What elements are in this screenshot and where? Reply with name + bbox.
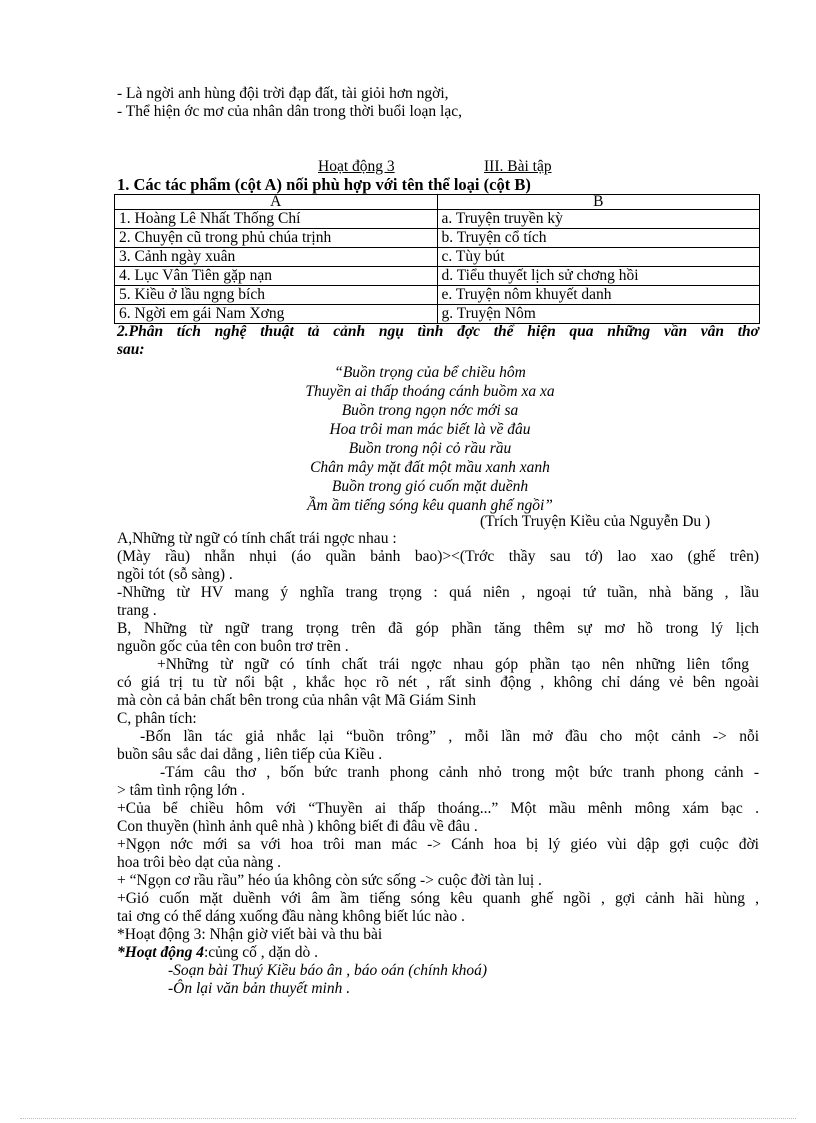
exercise-section-heading: III. Bài tập (484, 158, 552, 175)
body-line: (Mày rầu) nhẵn nhụi (áo quần bảnh bao)><(Trớc thầy sau tớ) lao xao (ghế trên) (117, 548, 759, 565)
body-line: -Những từ HV mang ý nghĩa trang trọng : quá niên , ngoại tứ tuần, nhà băng , lầu (117, 584, 759, 601)
column-a-header: A (115, 195, 438, 210)
genre-name: a. Truyện truyền kỳ (437, 210, 760, 229)
column-b-header: B (437, 195, 760, 210)
page-bottom-border (20, 1118, 796, 1119)
poem-line: Buồn trong ngọn nớc mới sa (341, 402, 519, 419)
body-line: +Gió cuốn mặt duềnh với âm ầm tiếng sóng kêu quanh ghế ngồi , gợi cảnh hãi hùng , (117, 890, 759, 907)
body-line: +Ngọn nớc mới sa với hoa trôi man mác -> Cánh hoa bị lý giéo vùi dập gợi cuộc đời (117, 836, 759, 853)
table-row (115, 267, 760, 286)
body-line: B, Những từ ngữ trang trọng trên đã góp phần tăng thêm sự mơ hồ trong lý lịch (117, 620, 759, 637)
table-row (115, 229, 760, 248)
exercise2-title-line-2: sau: (117, 341, 145, 358)
body-line: nguồn gốc của tên con buôn trơ trẽn . (117, 638, 349, 655)
table-row (115, 286, 760, 305)
exercise1-title: 1. Các tác phẩm (cột A) nối phù hợp với tên thể loại (cột B) (117, 175, 531, 194)
poem-line: Hoa trôi man mác biết là về đâu (329, 421, 531, 438)
poem-line: Chân mây mặt đất một mầu xanh xanh (310, 459, 550, 476)
body-line: -Bốn lần tác giả nhắc lại “buồn trông” , mỗi lần mở đầu cho một cảnh -> nỗi (140, 728, 759, 745)
table-row (115, 210, 760, 229)
body-line: có giá trị tu từ nổi bật , khắc học rõ nét , rất sinh động , không chỉ dáng vẻ bên ngoài (117, 674, 759, 691)
body-line: + “Ngọn cơ rầu rầu” héo úa không còn sức sống -> cuộc đời tàn luị . (117, 872, 542, 889)
genre-name: g. Truyện Nôm (437, 305, 760, 324)
genre-name: c. Tùy bút (437, 248, 760, 267)
work-title: 3. Cảnh ngày xuân (115, 248, 438, 267)
genre-name: b. Truyện cổ tích (437, 229, 760, 248)
intro-line-2: - Thể hiện ớc mơ của nhân dân trong thời buổi loạn lạc, (117, 103, 462, 120)
body-line: Con thuyền (hình ảnh quê nhà ) không biết đi đâu về đâu . (117, 818, 478, 835)
intro-line-1: - Là ngời anh hùng đội trời đạp đất, tài giỏi hơn ngời, (117, 85, 449, 102)
body-line: buồn sâu sắc dai dẳng , liên tiếp của Kiều . (117, 746, 383, 763)
body-line: A,Những từ ngữ có tính chất trái ngợc nhau : (117, 530, 397, 547)
body-line: -Tám câu thơ , bốn bức tranh phong cảnh nhỏ trong một bức tranh phong cảnh - (160, 764, 759, 781)
work-title: 2. Chuyện cũ trong phủ chúa trịnh (115, 229, 438, 248)
body-line: trang . (117, 602, 157, 619)
body-line: ngồi tót (sỗ sàng) . (117, 566, 233, 583)
body-line: tai ơng có thể dáng xuống đầu nàng không biết lúc nào . (117, 908, 465, 925)
exercise2-title-line-1: 2.Phân tích nghệ thuật tả cảnh ngụ tình đợc thể hiện qua những vần vân thơ (117, 323, 759, 340)
poem-line: Thuyền ai thấp thoáng cánh buồm xa xa (305, 383, 555, 400)
activity4-label: *Hoạt động 4 (117, 944, 204, 961)
body-line: +Của bể chiều hôm với “Thuyền ai thấp thoáng...” Một mầu mênh mông xám bạc . (117, 800, 759, 817)
poem-line: “Buồn trọng của bể chiều hôm (334, 364, 526, 381)
homework-task: -Soạn bài Thuý Kiều báo ân , báo oán (chính khoá) (168, 962, 488, 979)
work-title: 4. Lục Vân Tiên gặp nạn (115, 267, 438, 286)
activity3-note: *Hoạt động 3: Nhận giờ viết bài và thu bài (117, 926, 383, 943)
body-line: hoa trôi bèo dạt của nàng . (117, 854, 281, 871)
poem-citation: (Trích Truyện Kiều của Nguyễn Du ) (480, 513, 711, 530)
work-title: 6. Ngời em gái Nam Xơng (115, 305, 438, 324)
work-title: 1. Hoàng Lê Nhất Thống Chí (115, 210, 438, 229)
poem-line: Ầm ầm tiếng sóng kêu quanh ghế ngồi” (307, 497, 553, 514)
body-line: > tâm tình rộng lớn . (117, 782, 246, 799)
genre-name: e. Truyện nôm khuyết danh (437, 286, 760, 305)
body-line: mà còn cả bản chất bên trong của nhân vật Mã Giám Sinh (117, 692, 476, 709)
work-title: 5. Kiều ở lầu ngng bích (115, 286, 438, 305)
poem-line: Buồn trong gió cuốn mặt duềnh (331, 478, 529, 495)
activity3-heading: Hoạt động 3 (318, 158, 395, 175)
homework-task: -Ôn lại văn bản thuyết minh . (168, 980, 351, 997)
body-line: +Những từ ngữ có tính chất trái ngợc nhau góp phần tạo nên những liên tổng (157, 656, 749, 673)
poem-line: Buồn trong nội cỏ rầu rầu (348, 440, 512, 457)
body-line: C, phân tích: (117, 710, 197, 727)
genre-name: d. Tiểu thuyết lịch sử chơng hồi (437, 267, 760, 286)
table-header-row (115, 195, 760, 210)
matching-table (114, 194, 760, 324)
table-row (115, 248, 760, 267)
table-row (115, 305, 760, 324)
activity4-text: :củng cố , dặn dò . (203, 944, 319, 961)
activity4-line (117, 944, 318, 962)
